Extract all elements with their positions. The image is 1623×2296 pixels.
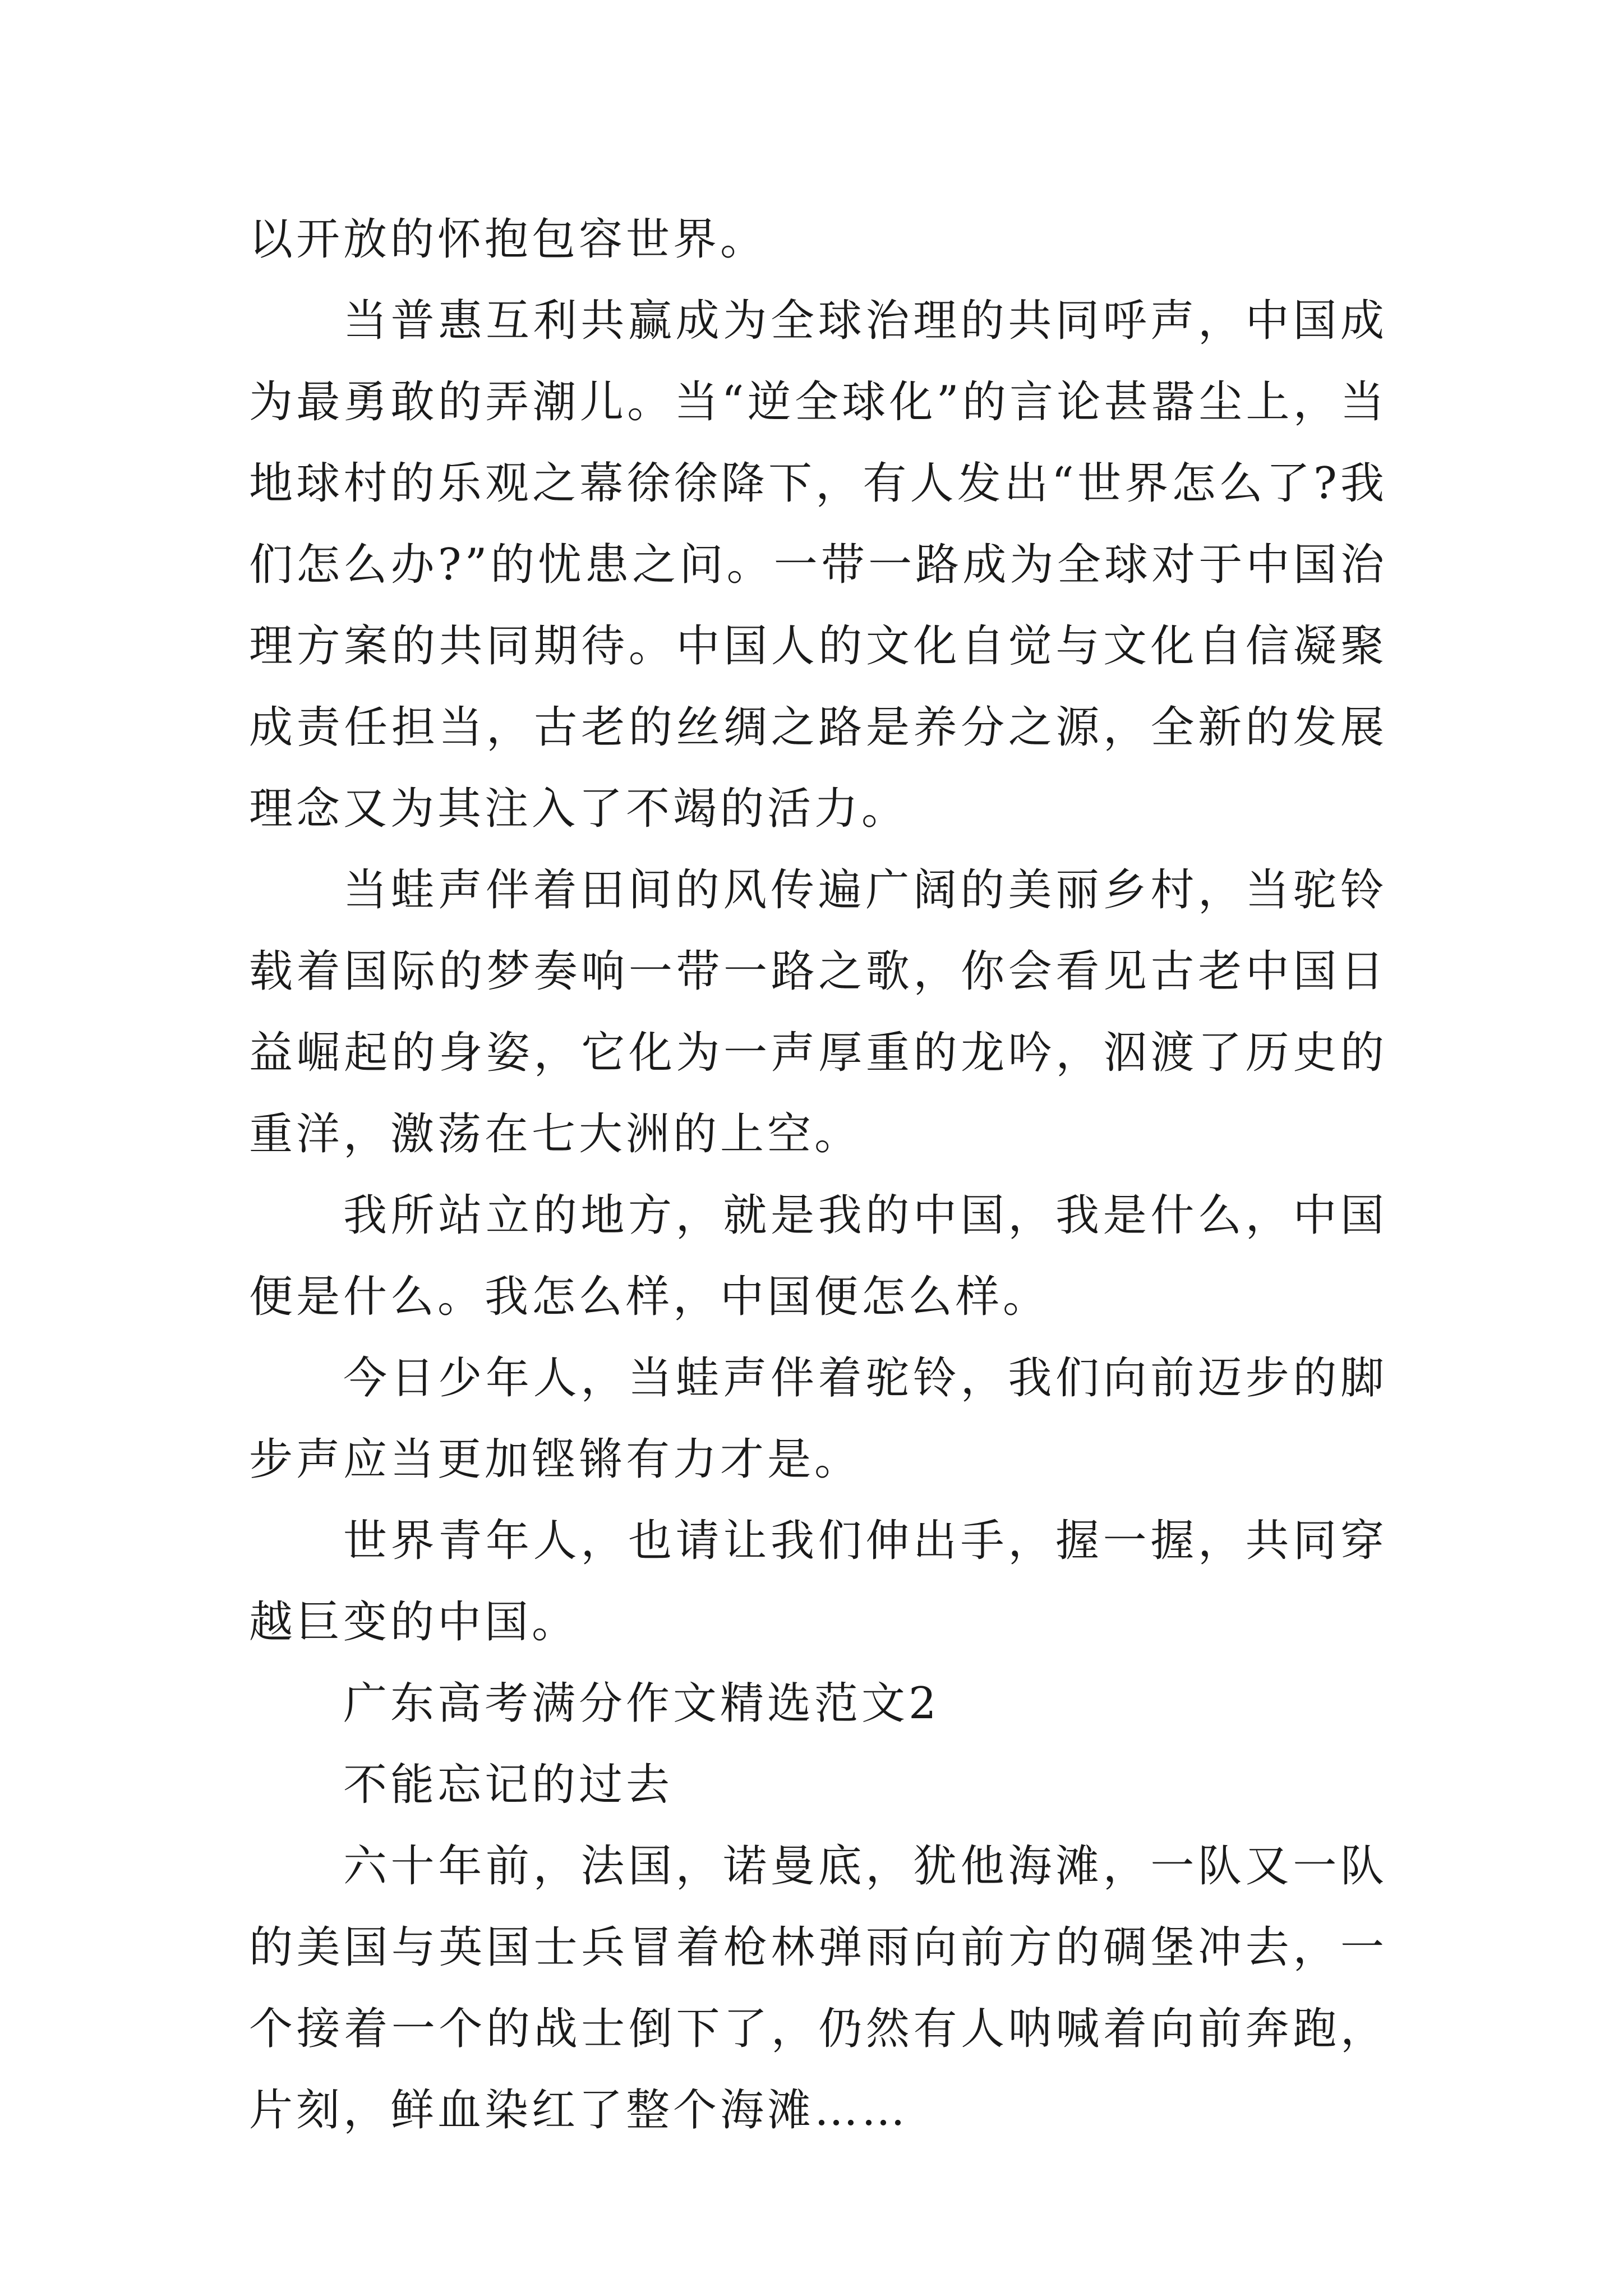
essay-title: 不能忘记的过去 xyxy=(343,1760,674,1810)
paragraph-1: 以开放的怀抱包容世界。 xyxy=(249,214,768,265)
paragraph-2: 当普惠互利共赢成为全球治理的共同呼声，中国成为最勇敢的弄潮儿。当“逆全球化”的言论甚嚣尘上，当地球村的乐观之幕徐徐降下，有人发出“世界怎么了?我们怎么办?”的忧患之问。一带一路成为全球对于中国治理方案的共同期待。中国人的文化自觉与文化自信凝聚成责任担当，古老的丝绸之路是养分之源，全新的发展理念又为其注入了不竭的活力。 xyxy=(249,296,1387,834)
paragraph-4: 我所站立的地方，就是我的中国，我是什么，中国便是什么。我怎么样，中国便怎么样。 xyxy=(249,1190,1387,1322)
document-body xyxy=(249,199,1387,2151)
paragraph-5: 今日少年人，当蛙声伴着驼铃，我们向前迈步的脚步声应当更加铿锵有力才是。 xyxy=(249,1353,1387,1485)
paragraph-3: 当蛙声伴着田间的风传遍广阔的美丽乡村，当驼铃载着国际的梦奏响一带一路之歌，你会看见古老中国日益崛起的身姿，它化为一声厚重的龙吟，泅渡了历史的重洋，激荡在七大洲的上空。 xyxy=(249,865,1387,1159)
paragraph-6: 世界青年人，也请让我们伸出手，握一握，共同穿越巨变的中国。 xyxy=(249,1516,1387,1648)
paragraph-9: 六十年前，法国，诺曼底，犹他海滩，一队又一队的美国与英国士兵冒着枪林弹雨向前方的碉堡冲去，一个接着一个的战士倒下了，仍然有人呐喊着向前奔跑，片刻，鲜血染红了整个海滩…… xyxy=(249,1841,1387,2136)
essay-heading: 广东高考满分作文精选范文2 xyxy=(343,1678,940,1729)
